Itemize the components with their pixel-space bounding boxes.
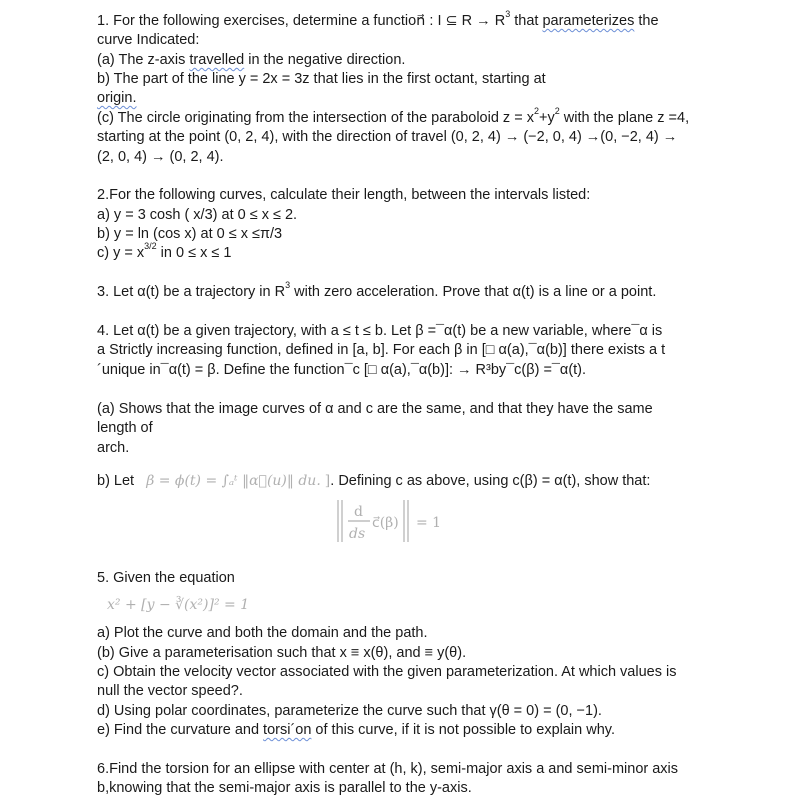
q4-line-3: ´unique in¯α(t) = β. Define the function¯c [□ α(a),¯α(b)]: → R³by¯c(β) =¯α(t). [97, 362, 587, 378]
q5-title: 5. Given the equation [97, 570, 235, 586]
deriv-numerator: d [354, 504, 363, 520]
q1-title-text: 1. For the following exercises, determine a function [97, 13, 426, 29]
q4-b-mark: ] [324, 473, 331, 489]
q6-line-2: b,knowing that the semi-major axis is parallel to the y-axis. [97, 780, 472, 796]
q3-text-1: 3. Let α(t) be a trajectory in R [97, 284, 286, 300]
q1-b-spellcheck-word: origin. [97, 90, 137, 106]
q4-line-2: a Strictly increasing function, defined in [a, b]. For each β in [□ α(a),¯α(b)] there exists a t [97, 342, 666, 358]
q1-c-text: (c) The circle originating from the intersection of the paraboloid z = x [97, 110, 534, 126]
q1-c-text-3: with the plane z =4, [559, 110, 690, 126]
q5-part-d: d) Using polar coordinates, parameterize the curve such that γ(θ = 0) = (0, −1). [97, 703, 602, 719]
q1-a-spellcheck-word: travelled [189, 52, 245, 68]
q4-b-label: b) Let [97, 473, 135, 489]
deriv-denominator: ds [349, 526, 366, 542]
deriv-function: c⃗(β) [372, 515, 399, 531]
q1-a-text: (a) The z-axis [97, 52, 190, 68]
q1-function-symbol: ⃗ : I ⊆ R → R [425, 13, 506, 29]
q4-b-text: . Defining c as above, using c(β) = α(t), show that: [330, 473, 651, 489]
q5-e-text: e) Find the curvature and [97, 722, 264, 738]
q5-part-c-line-2: null the vector speed?. [97, 683, 243, 699]
q4-part-a-line-2: length of [97, 420, 153, 436]
q1-exponent: 3 [505, 9, 511, 19]
q4-part-b [97, 472, 650, 490]
q5-part-e [97, 721, 615, 739]
q1-c-sup-1: 2 [533, 106, 539, 116]
q5-part-a: a) Plot the curve and both the domain and the path. [97, 625, 428, 641]
q1-part-c-line-2: starting at the point (0, 2, 4), with the direction of travel (0, 2, 4) → (−2, 0, 4) →(0, −2, 4) → [97, 129, 678, 145]
q2-part-a: a) y = 3 cosh ( x/3) at 0 ≤ x ≤ 2. [97, 207, 298, 223]
q2-title: 2.For the following curves, calculate their length, between the intervals listed: [97, 187, 591, 203]
q3-exponent: 3 [285, 280, 291, 290]
q1-part-b-line-1: b) The part of the line y = 2x = 3z that lies in the first octant, starting at [97, 71, 546, 87]
q1-title-text-3: the [634, 13, 659, 29]
q1-c-sup-2: 2 [554, 106, 560, 116]
q1-c-text-2: +y [538, 110, 555, 126]
q3-text [97, 280, 657, 301]
q1-part-c-line-3: (2, 0, 4) → (0, 2, 4). [97, 149, 224, 165]
q5-e-text-2: of this curve, if it is not possible to explain why. [311, 722, 615, 738]
q6-line-1: 6.Find the torsion for an ellipse with center at (h, k), semi-major axis a and semi-minor axis [97, 761, 679, 777]
q5-equation-text: x² + [y − ∛(x²)]² = 1 [107, 597, 250, 613]
q2-c-text: c) y = x [97, 245, 145, 261]
q1-line-2: curve Indicated: [97, 32, 200, 48]
q4-line-1: 4. Let α(t) be a given trajectory, with a ≤ t ≤ b. Let β =¯α(t) be a new variable, where¯α is [97, 323, 663, 339]
q1-title [97, 9, 659, 30]
q2-part-c [97, 241, 232, 262]
q4-part-a-line-3: arch. [97, 440, 130, 456]
q3-text-2: with zero acceleration. Prove that α(t) is a line or a point. [290, 284, 657, 300]
q1-part-a [97, 51, 405, 69]
q5-e-spellcheck-word: torsi´on [263, 722, 312, 738]
q1-title-text-2: that [510, 13, 543, 29]
q5-equation [107, 596, 249, 614]
q5-part-b: (b) Give a parameterisation such that x ≡ x(θ), and ≡ y(θ). [97, 645, 467, 661]
q4-b-formula: β = ϕ(t) = ∫ₐᵗ ‖α⃗(u)‖ du. [146, 473, 321, 489]
q1-part-c-line-1 [97, 106, 690, 127]
q2-c-exponent: 3/2 [144, 241, 157, 251]
q1-spellcheck-word: parameterizes [542, 13, 635, 29]
q1-a-text-2: in the negative direction. [244, 52, 406, 68]
deriv-rhs: = 1 [416, 515, 442, 531]
q2-c-text-2: in 0 ≤ x ≤ 1 [156, 245, 232, 261]
q1-part-b-line-2 [97, 89, 137, 107]
q5-part-c-line-1: c) Obtain the velocity vector associated with the given parameterization. At which values is [97, 664, 677, 680]
q4-part-a-line-1: (a) Shows that the image curves of α and c are the same, and that they have the same [97, 401, 653, 417]
derivative-norm-formula [238, 492, 458, 548]
q2-part-b: b) y = ln (cos x) at 0 ≤ x ≤π/3 [97, 226, 283, 242]
